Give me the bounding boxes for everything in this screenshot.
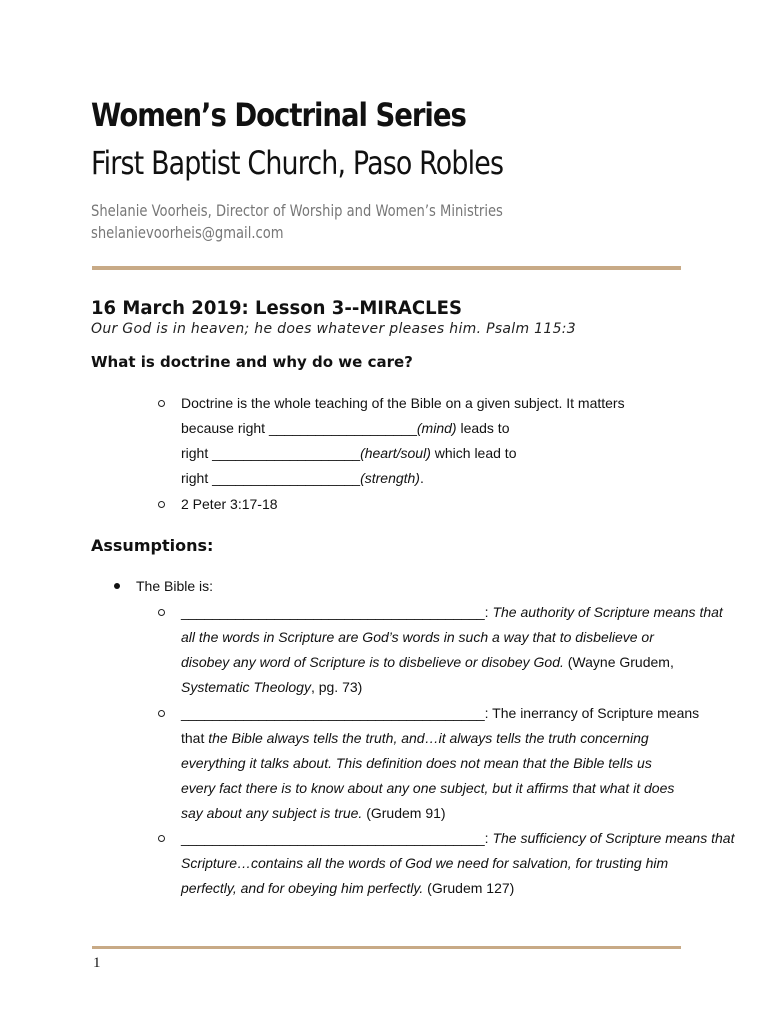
hollow-bullet-icon <box>158 710 165 717</box>
list-item: Doctrine is the whole teaching of the Bible on a given subject. It matters because right ___________________(mind) leads to right ___________________(heart/soul) which lead to right ___________________(strength). <box>181 395 625 486</box>
footer-divider <box>92 946 681 949</box>
hollow-bullet-icon <box>158 501 165 508</box>
list-item: The Bible is: <box>136 578 214 594</box>
series-title: Women’s Doctrinal Series <box>91 96 466 134</box>
page-number: 1 <box>93 955 101 971</box>
author-line: Shelanie Voorheis, Director of Worship and Women’s Ministries <box>91 201 503 220</box>
church-title: First Baptist Church, Paso Robles <box>91 144 504 182</box>
lesson-heading: 16 March 2019: Lesson 3--MIRACLES <box>91 297 462 319</box>
list-item: 2 Peter 3:17-18 <box>181 496 278 512</box>
list-item: _______________________________________: The sufficiency of Scripture means that Scripture…contains all the words of God we need for salvation, for trusting him perfectly, and for obeying him perfectly. (Grudem 127) <box>181 830 735 896</box>
solid-bullet-icon <box>114 583 120 589</box>
doctrine-section-heading: What is doctrine and why do we care? <box>91 353 413 371</box>
hollow-bullet-icon <box>158 835 165 842</box>
header-divider <box>92 266 681 270</box>
theme-verse: Our God is in heaven; he does whatever pleases him. Psalm 115:3 <box>91 321 577 337</box>
assumptions-heading: Assumptions: <box>91 536 214 555</box>
hollow-bullet-icon <box>158 609 165 616</box>
list-item: _______________________________________: The authority of Scripture means that all the words in Scripture are God’s words in such a way that to disbelieve or disobey any word of Scripture is to disbelieve or disobey God. (Wayne Grudem, Systematic Theology, pg. 73) <box>181 604 723 695</box>
email-link[interactable]: shelanievoorheis@gmail.com <box>91 223 284 242</box>
list-item: _______________________________________: The inerrancy of Scripture means that the Bible always tells the truth, and…it always tells the truth concerning everything it talks about. This definition does not mean that the Bible tells us every fact there is to know about any one subject, but it affirms that what it does say about any subject is true. (Grudem 91) <box>181 705 700 821</box>
hollow-bullet-icon <box>158 400 165 407</box>
